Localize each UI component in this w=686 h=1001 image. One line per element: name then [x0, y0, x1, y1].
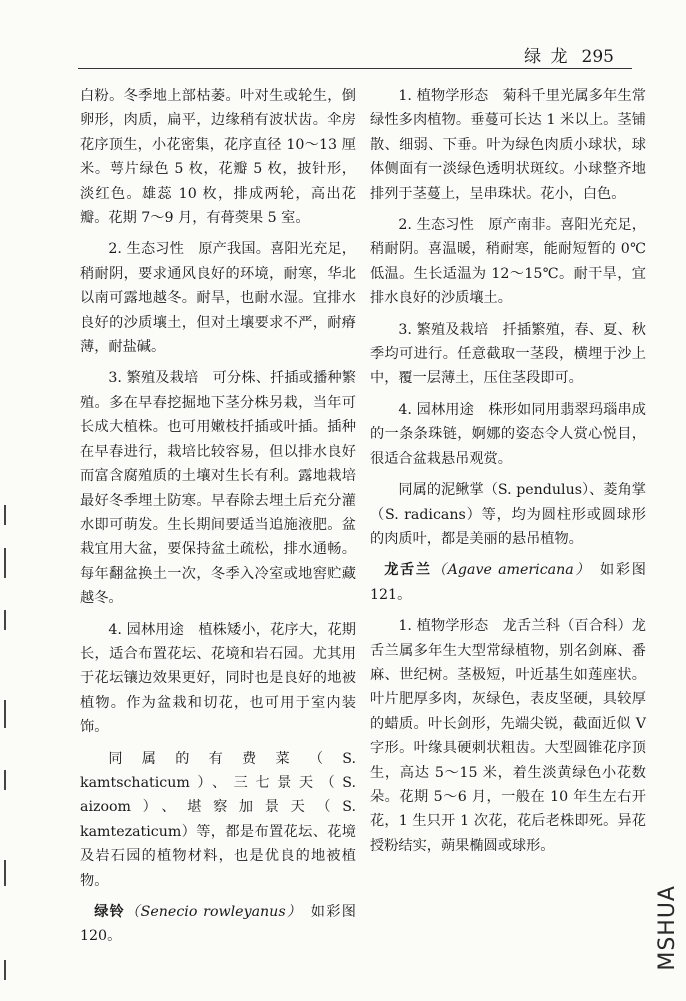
left-column [80, 84, 356, 956]
species-latin-name: （Agave americana） [431, 562, 585, 579]
paragraph: 白粉。冬季地上部枯萎。叶对生或轮生，倒卵形，肉质，扁平，边缘稍有波状齿。伞房花序顶生，小花密集，花序直径 10～13 厘米。萼片绿色 5 枚，花瓣 5 枚，披针形，淡红色。雄蕊 10 枚，排成两轮，高出花瓣。花期 7～9 月，有蓇葖果 5 室。 [80, 88, 356, 227]
species-name: 龙舌兰 [384, 562, 432, 579]
chapter-title: 绿 龙 [524, 47, 570, 67]
header-rule [78, 68, 632, 69]
paragraph: 同属的泥鳅掌（S. pendulus）、菱角掌（S. radicans）等，均为圆柱形或圆球形的肉质叶，都是美丽的悬吊植物。 [370, 482, 646, 547]
species-name: 绿铃 [94, 904, 126, 920]
species-figure-ref: 如彩图 121。 [370, 562, 646, 603]
scan-artifact [4, 610, 6, 630]
scan-artifact [4, 960, 6, 980]
paragraph: 3. 繁殖及栽培 扦插繁殖，春、夏、秋季均可进行。任意截取一茎段，横埋于沙上中，覆一层薄土，压住茎段即可。 [370, 321, 646, 387]
scan-artifact [4, 700, 6, 728]
paragraph: 1. 植物学形态 菊科千里光属多年生常绿性多肉植物。垂蔓可长达 1 米以上。茎铺散、细弱、下垂。叶为绿色肉质小球状，球体侧面有一淡绿色透明状斑纹。小球整齐地排列于茎蔓上，呈串珠状。花小，白色。 [370, 88, 646, 202]
species-figure-ref: 如彩图 120。 [80, 904, 356, 945]
paragraph: 4. 园林用途 植株矮小，花序大，花期长，适合布置花坛、花境和岩石园。尤其用于花坛镶边效果更好，同时也是良好的地被植物。作为盆栽和切花，也可用于室内装饰。 [80, 621, 356, 736]
scan-artifact [4, 770, 6, 790]
paragraph: 2. 生态习性 原产我国。喜阳光充足，稍耐阴，要求通风良好的环境，耐寒，华北以南可露地越冬。耐旱，也耐水湿。宜排水良好的沙质壤土，但对土壤要求不严，耐瘠薄，耐盐碱。 [80, 241, 356, 356]
species-heading [80, 900, 356, 949]
paragraph: 同属的有费菜（S. kamtschaticum）、三七景天（S. aizoom）、堪察加景天（S. kamtezaticum）等，都是布置花坛、花境及岩石园的植物材料，也是优良的地被植物。 [80, 750, 356, 889]
paragraph: 4. 园林用途 株形如同用翡翠玛瑙串成的一条条珠链，婀娜的姿态令人赏心悦目，很适合盆栽悬吊观赏。 [370, 401, 646, 467]
running-head [524, 42, 614, 67]
species-heading [370, 558, 646, 607]
scan-artifact [4, 548, 6, 578]
species-latin-name: （Senecio rowleyanus） [125, 904, 296, 920]
right-column [370, 84, 646, 865]
paragraph: 1. 植物学形态 龙舌兰科（百合科）龙舌兰属多年生大型常绿植物，别名剑麻、番麻、世纪树。茎极短，叶近基生如莲座状。叶片肥厚多肉，灰绿色，表皮坚硬，具较厚的蜡质。叶长剑形，先端尖锐，截面近似 V 字形。叶缘具硬刺状粗齿。大型圆锥花序顶生，高达 5～15 米，着生淡黄绿色小花数朵。花期 5～6 月，一般在 10 年生左右开花，1 生只开 1 次花，花后老株即死。异花授粉结实，蒴果椭圆或球形。 [370, 618, 646, 854]
watermark: MSHUA [655, 885, 680, 971]
scan-artifact [4, 860, 6, 886]
scan-artifact [4, 505, 6, 525]
paragraph: 3. 繁殖及栽培 可分株、扦插或播种繁殖。多在早春挖掘地下茎分株另栽，当年可长成大植株。也可用嫩枝扦插或叶插。插种在早春进行，栽培比较容易，但以排水良好而富含腐殖质的土壤对生长有利。露地栽培最好冬季埋土防寒。早春除去埋土后充分灌水即可萌发。生长期间要适当追施液肥。盆栽宜用大盆，要保持盆土疏松，排水通畅。每年翻盆换土一次，冬季入冷室或地窖贮藏越冬。 [80, 370, 356, 607]
paragraph: 2. 生态习性 原产南非。喜阳光充足，稍耐阴。喜温暖，稍耐寒，能耐短暂的 0℃ 低温。生长适温为 12～15℃。耐干旱，宜排水良好的沙质壤土。 [370, 217, 646, 307]
page-number: 295 [581, 47, 614, 67]
